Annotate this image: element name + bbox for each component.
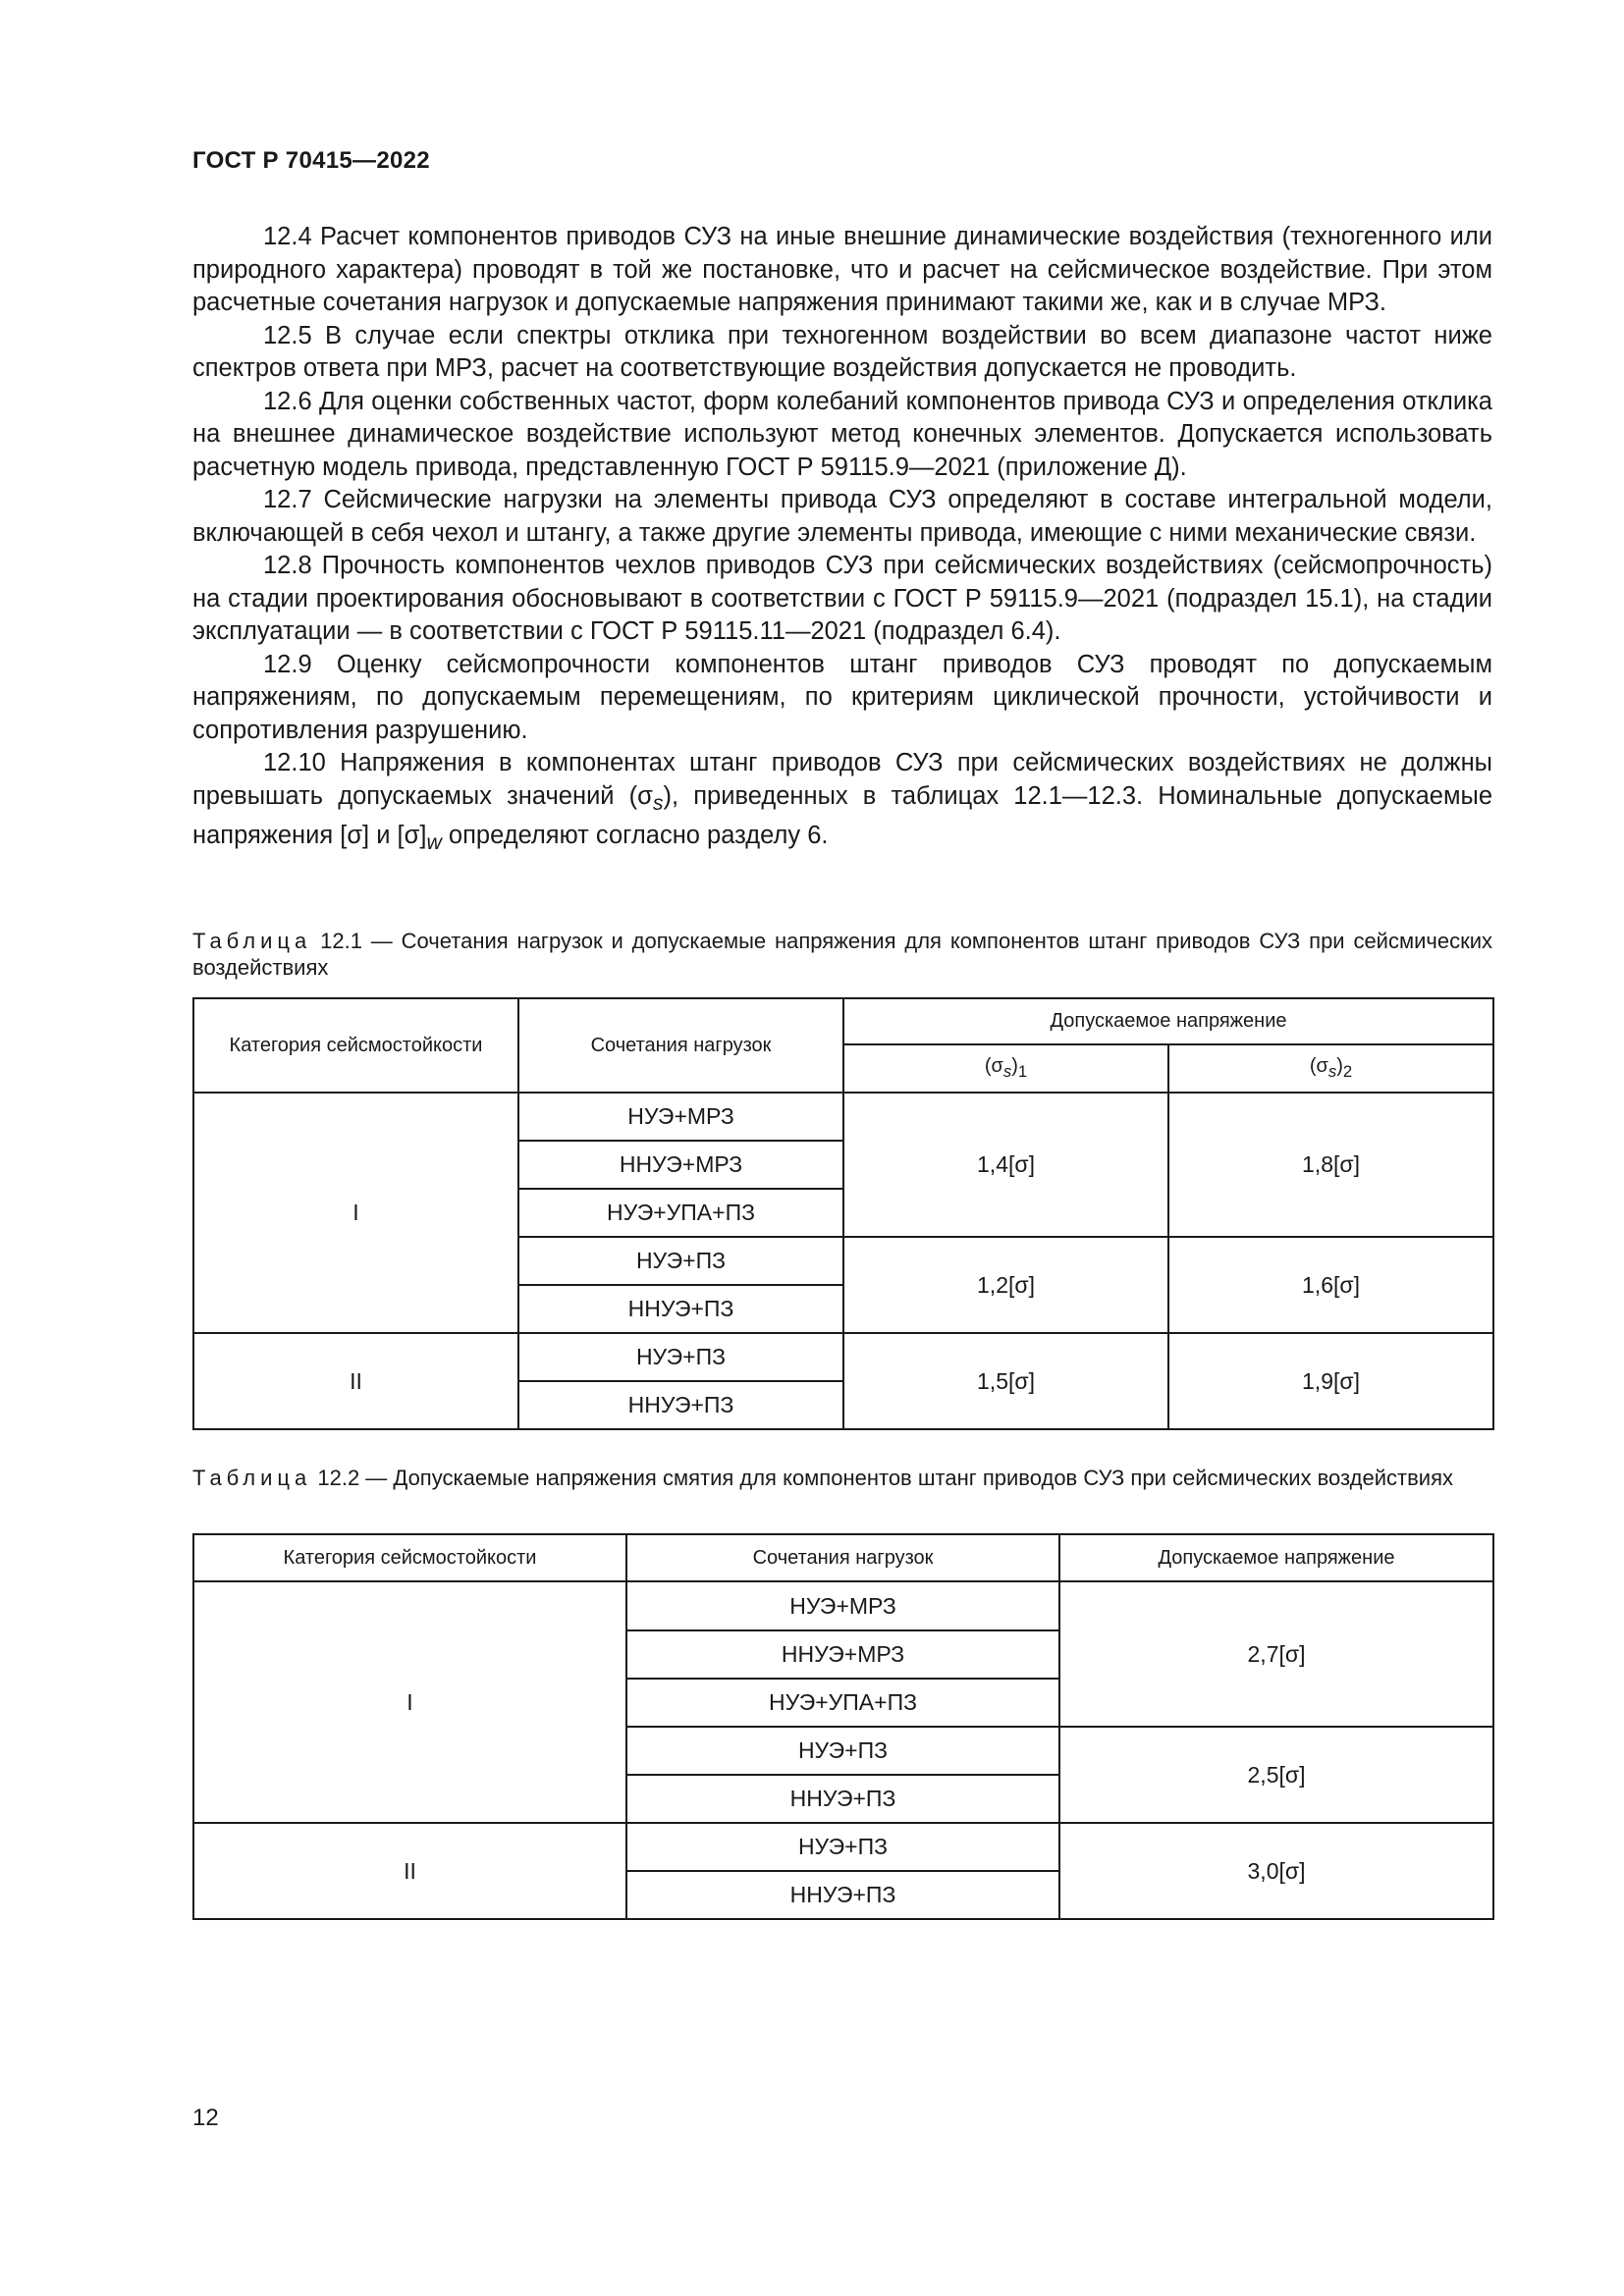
t1-h1-idx: 1 bbox=[1017, 1062, 1028, 1081]
body-text bbox=[192, 221, 1492, 860]
table1-caption-label: Таблица bbox=[192, 929, 312, 953]
paragraph-12-6: 12.6 Для оценки собственных частот, форм колебаний компонентов привода СУЗ и определения отклика на внешнее динамическое воздействие используют метод конечных элементов. Допускается использовать расчетную модель привода, представленную ГОСТ Р 59115.9—2021 (приложение Д). bbox=[192, 387, 1492, 481]
table2-category-II: II bbox=[193, 1823, 626, 1919]
t1-h2-close: ) bbox=[1336, 1055, 1343, 1077]
table1-category-II: II bbox=[193, 1333, 518, 1429]
t1-h2-sub: s bbox=[1327, 1062, 1337, 1081]
table1-value: 1,5[σ] bbox=[843, 1333, 1168, 1429]
table1-caption-text: 12.1 — Сочетания нагрузок и допускаемые напряжения для компонентов штанг приводов СУЗ при сейсмических воздействиях bbox=[192, 929, 1492, 980]
table2-combination: ННУЭ+ПЗ bbox=[626, 1775, 1059, 1823]
table1-value: 1,6[σ] bbox=[1168, 1237, 1493, 1333]
paragraph-12-10 bbox=[192, 747, 1492, 860]
table2-caption-label: Таблица bbox=[192, 1466, 312, 1490]
table2-header-combinations: Сочетания нагрузок bbox=[626, 1534, 1059, 1581]
table2-value: 2,5[σ] bbox=[1059, 1727, 1493, 1823]
p1210-sub-s: s bbox=[652, 790, 664, 815]
t1-h1-sub: s bbox=[1002, 1062, 1012, 1081]
table2-header-allowable: Допускаемое напряжение bbox=[1059, 1534, 1493, 1581]
table1-caption bbox=[192, 928, 1492, 981]
table1-header-allowable: Допускаемое напряжение bbox=[843, 998, 1493, 1044]
t1-h1-close: ) bbox=[1011, 1055, 1018, 1077]
t1-h2-idx: 2 bbox=[1342, 1062, 1353, 1081]
paragraph-12-8: 12.8 Прочность компонентов чехлов приводов СУЗ при сейсмических воздействиях (сейсмопрочность) на стадии проектирования обосновывают в соответствии с ГОСТ Р 59115.9—2021 (подраздел 15.1), на стадии эксплуатации — в соответствии с ГОСТ Р 59115.11—2021 (подраздел 6.4). bbox=[192, 552, 1492, 645]
table-12-1 bbox=[192, 997, 1494, 1430]
table2-combination: НУЭ+ПЗ bbox=[626, 1727, 1059, 1775]
p1210-sub-w: w bbox=[426, 830, 442, 855]
paragraph-12-9: 12.9 Оценку сейсмопрочности компонентов штанг приводов СУЗ проводят по допускаемым напряжениям, по допускаемым перемещениям, по критериям циклической прочности, устойчивости и сопротивления разрушению. bbox=[192, 650, 1492, 744]
table1-combination: ННУЭ+МРЗ bbox=[518, 1141, 843, 1189]
table2-combination: НУЭ+МРЗ bbox=[626, 1581, 1059, 1630]
table1-value: 1,2[σ] bbox=[843, 1237, 1168, 1333]
table1-combination: НУЭ+УПА+ПЗ bbox=[518, 1189, 843, 1237]
t1-h2-open: (σ bbox=[1309, 1055, 1328, 1077]
table1-combination: НУЭ+МРЗ bbox=[518, 1093, 843, 1141]
document-header: ГОСТ Р 70415—2022 bbox=[192, 147, 430, 174]
table1-header-sigma-s1 bbox=[843, 1044, 1168, 1093]
table1-combination: ННУЭ+ПЗ bbox=[518, 1285, 843, 1333]
table2-header-category: Категория сейсмостойкости bbox=[193, 1534, 626, 1581]
table1-header-combinations: Сочетания нагрузок bbox=[518, 998, 843, 1093]
paragraph-12-5: 12.5 В случае если спектры отклика при техногенном воздействии во всем диапазоне частот ниже спектров ответа при МРЗ, расчет на соответствующие воздействия допускается не проводить. bbox=[192, 321, 1492, 382]
page-number: 12 bbox=[192, 2105, 219, 2131]
table2-value: 2,7[σ] bbox=[1059, 1581, 1493, 1727]
table2-combination: НУЭ+УПА+ПЗ bbox=[626, 1679, 1059, 1727]
table1-category-I: I bbox=[193, 1093, 518, 1333]
table2-caption bbox=[192, 1465, 1492, 1491]
table1-header-sigma-s2 bbox=[1168, 1044, 1493, 1093]
table1-value: 1,8[σ] bbox=[1168, 1093, 1493, 1237]
table2-category-I: I bbox=[193, 1581, 626, 1823]
table1-combination: НУЭ+ПЗ bbox=[518, 1237, 843, 1285]
p1210-part-b: ), приведенных в таблицах 12.1—12.3. Номинальные допускаемые напряжения [σ] и [σ] bbox=[192, 781, 1492, 850]
table1-combination: НУЭ+ПЗ bbox=[518, 1333, 843, 1381]
table2-combination: ННУЭ+МРЗ bbox=[626, 1630, 1059, 1679]
table1-combination: ННУЭ+ПЗ bbox=[518, 1381, 843, 1429]
table-12-2 bbox=[192, 1533, 1494, 1920]
table2-combination: ННУЭ+ПЗ bbox=[626, 1871, 1059, 1919]
table1-value: 1,9[σ] bbox=[1168, 1333, 1493, 1429]
paragraph-12-7: 12.7 Сейсмические нагрузки на элементы привода СУЗ определяют в составе интегральной модели, включающей в себя чехол и штангу, а также другие элементы привода, имеющие с ними механические связи. bbox=[192, 486, 1492, 547]
p1210-part-c: определяют согласно разделу 6. bbox=[441, 822, 829, 850]
p1210-part-a: 12.10 Напряжения в компонентах штанг приводов СУЗ при сейсмических воздействиях не должны превышать допускаемых значений (σ bbox=[192, 749, 1492, 810]
table2-value: 3,0[σ] bbox=[1059, 1823, 1493, 1919]
table1-value: 1,4[σ] bbox=[843, 1093, 1168, 1237]
table2-combination: НУЭ+ПЗ bbox=[626, 1823, 1059, 1871]
t1-h1-open: (σ bbox=[984, 1055, 1003, 1077]
table1-header-category: Категория сейсмостойкости bbox=[193, 998, 518, 1093]
paragraph-12-4: 12.4 Расчет компонентов приводов СУЗ на иные внешние динамические воздействия (техногенного или природного характера) проводят в той же постановке, что и расчет на сейсмическое воздействие. При этом расчетные сочетания нагрузок и допускаемые напряжения принимают такими же, как и в случае МРЗ. bbox=[192, 223, 1492, 316]
table2-caption-text: 12.2 — Допускаемые напряжения смятия для компонентов штанг приводов СУЗ при сейсмических воздействиях bbox=[311, 1466, 1453, 1490]
